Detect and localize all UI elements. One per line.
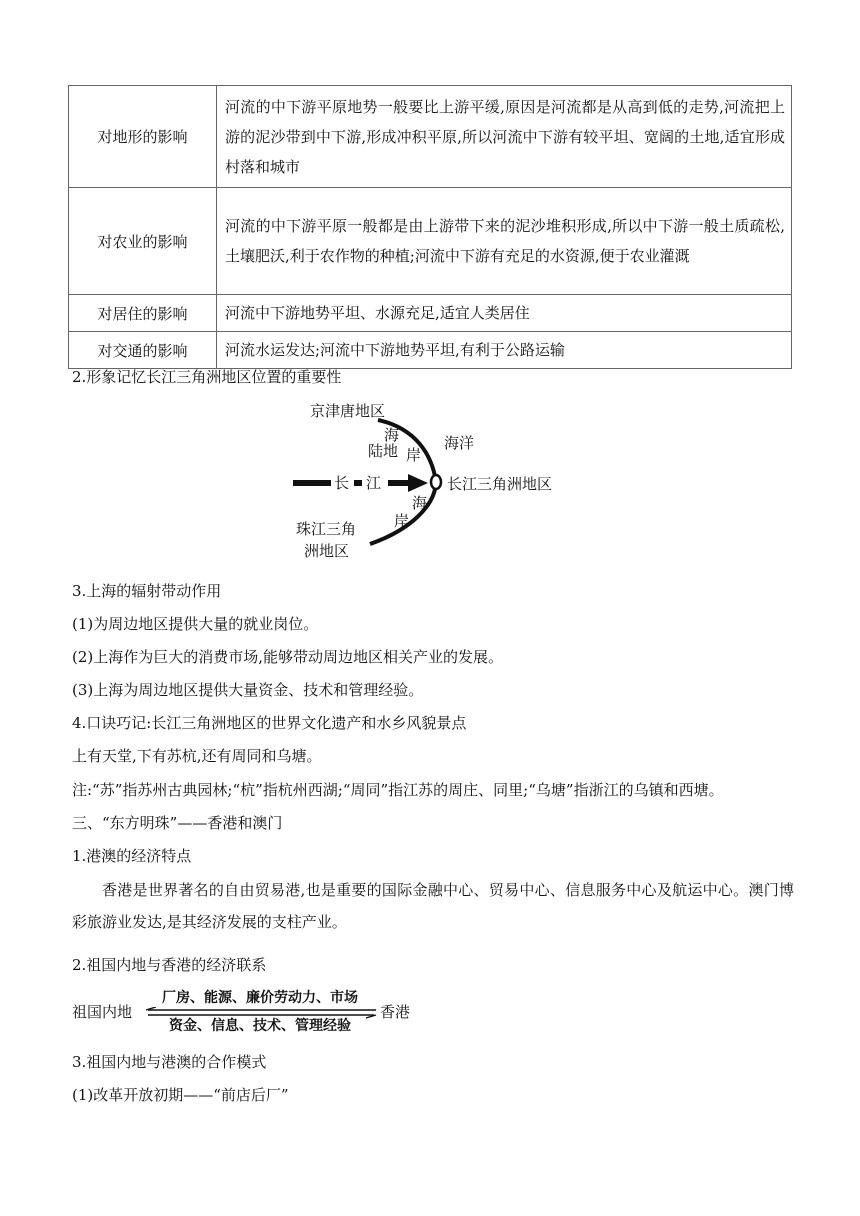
flow-left-label: 祖国内地 (72, 1003, 133, 1021)
label-river: 江 (366, 474, 382, 492)
list-item: (3)上海为周边地区提供大量资金、技术和管理经验。 (72, 681, 424, 699)
table-row (69, 86, 792, 188)
label-south: 珠江三角 (296, 520, 357, 538)
location-diagram (290, 396, 590, 564)
table-row-text: 河流的中下游平原一般都是由上游带下来的泥沙堆积形成,所以中下游一般土质疏松,土壤肥沃,利于农作物的种植;河流中下游有充足的水资源,便于农业灌溉 (217, 188, 792, 295)
table-row (69, 332, 792, 369)
label-north: 京津唐地区 (310, 402, 386, 420)
label-sea: 海洋 (444, 434, 475, 452)
flow-to-mainland: 厂房、能源、廉价劳动力、市场 (162, 990, 358, 1006)
label-target: 长江三角洲地区 (447, 475, 553, 493)
delta-marker (431, 475, 441, 489)
sub-heading: 3.祖国内地与港澳的合作模式 (72, 1053, 267, 1071)
flow-to-hongkong: 资金、信息、技术、管理经验 (169, 1018, 351, 1034)
river-segment (354, 480, 362, 486)
list-item: (1)为周边地区提供大量的就业岗位。 (72, 615, 319, 633)
table-row-label: 对居住的影响 (69, 295, 217, 332)
label-river: 长 (334, 474, 350, 492)
label-coast: 海 (384, 426, 400, 444)
flow-right-label: 香港 (380, 1003, 411, 1021)
rhyme-text: 上有天堂,下有苏杭,还有周同和乌塘。 (72, 747, 322, 765)
label-land: 陆地 (368, 442, 399, 460)
part-heading: 三、“东方明珠”——香港和澳门 (72, 814, 283, 832)
economic-flow (72, 990, 432, 1036)
river-segment (293, 480, 331, 486)
section-heading: 4.口诀巧记:长江三角洲地区的世界文化遗产和水乡风貌景点 (72, 714, 467, 732)
label-south: 洲地区 (304, 542, 350, 560)
label-coast: 海 (412, 494, 428, 512)
list-item: (1)改革开放初期——“前店后厂” (72, 1086, 289, 1104)
table-row-label: 对农业的影响 (69, 188, 217, 295)
list-item: (2)上海作为巨大的消费市场,能够带动周边地区相关产业的发展。 (72, 648, 504, 666)
table-row-label: 对地形的影响 (69, 86, 217, 188)
river-segment (388, 480, 410, 486)
table-row (69, 295, 792, 332)
river-impact-table (68, 85, 792, 369)
table-row-label: 对交通的影响 (69, 332, 217, 369)
sub-heading: 2.祖国内地与香港的经济联系 (72, 956, 267, 974)
paragraph: 香港是世界著名的自由贸易港,也是重要的国际金融中心、贸易中心、信息服务中心及航运中心。澳门博彩旅游业发达,是其经济发展的支柱产业。 (72, 881, 794, 931)
label-coast: 岸 (406, 446, 422, 464)
section-heading: 2.形象记忆长江三角洲地区位置的重要性 (72, 368, 342, 386)
arrow-head (408, 474, 428, 492)
table-row-text: 河流中下游地势平坦、水源充足,适宜人类居住 (217, 295, 792, 332)
note-text: 注:“苏”指苏州古典园林;“杭”指杭州西湖;“周同”指江苏的周庄、同里;“乌塘”指浙江的乌镇和西塘。 (72, 781, 724, 799)
table-row-text: 河流水运发达;河流中下游地势平坦,有利于公路运输 (217, 332, 792, 369)
sub-heading: 1.港澳的经济特点 (72, 847, 192, 865)
table-row (69, 188, 792, 295)
label-coast: 岸 (394, 512, 410, 530)
table-row-text: 河流的中下游平原地势一般要比上游平缓,原因是河流都是从高到低的走势,河流把上游的泥沙带到中下游,形成冲积平原,所以河流中下游有较平坦、宽阔的土地,适宜形成村落和城市 (217, 86, 792, 188)
section-heading: 3.上海的辐射带动作用 (72, 582, 222, 600)
